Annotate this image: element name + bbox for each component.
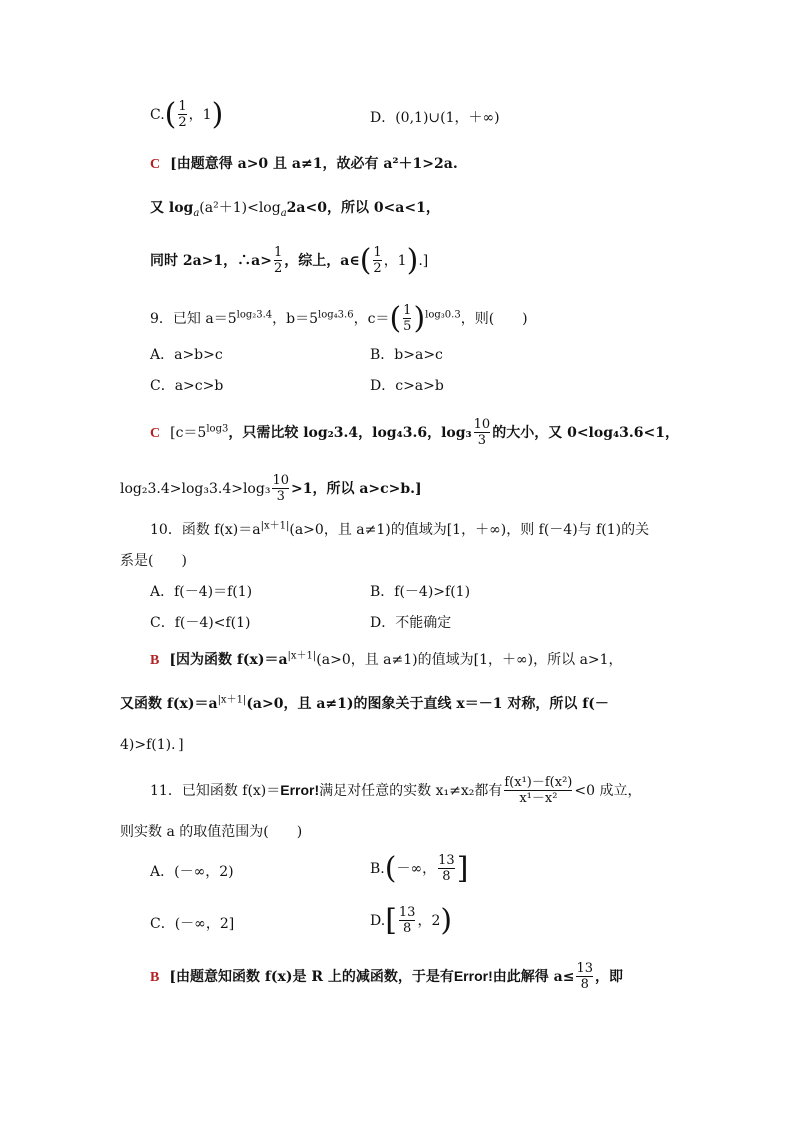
- q9-solution-line2: log₂3.4>log₃3.4>log₃ $\frac{10}{3}$ >1，所以 a>c>b.]: [120, 473, 422, 504]
- q8-answer-letter: C: [150, 157, 161, 172]
- q10-option-b: B．f(－4)>f(1): [370, 584, 471, 600]
- q8-solution-line3: 同时 2a>1，∴a> $\frac{1}{2}$ ，综上，a∈( $\frac{1}{2}$ ，1).]: [150, 243, 429, 278]
- q9-option-c: C．a>c>b: [150, 378, 224, 394]
- q11-solution-line1: B [由题意知函数 f(x)是 R 上的减函数，于是有Error!由此解得 a≤ $\frac{13}{8}$ ，即: [150, 961, 623, 992]
- q8-option-d: D．(0,1)∪(1，＋∞): [370, 110, 500, 126]
- q9-solution-line1: C [$c=5^{log3}$，只需比较 log₂3.4，log₄3.6，log₃ $\frac{10}{3}$ 的大小，又 0<log₄3.6<1，: [150, 417, 679, 448]
- q10-option-a: A．f(－4)＝f(1): [150, 584, 253, 600]
- q10-option-d: D．不能确定: [370, 615, 452, 631]
- q9-stem: 9．已知 $a=5^{log_23.4}$，$b=5^{log_43.6}$，c＝( $\frac{1}{5}$ )$^{log_30.3}$，则( ): [150, 301, 528, 336]
- q8-solution-line1: C [由题意得 a>0 且 a≠1，故必有 a²＋1>2a.: [150, 156, 458, 172]
- q10-solution-line3: 4)>f(1)．]: [120, 737, 184, 753]
- q8-option-c: C.( $\frac{1}{2}$ ，1): [150, 97, 224, 132]
- q11-answer-letter: B: [150, 970, 160, 985]
- q9-option-d: D．c>a>b: [370, 378, 444, 394]
- q11-option-a: A．(－∞，2): [150, 864, 234, 880]
- q11-option-d: D.[ $\frac{13}{8}$ ，2): [370, 903, 453, 938]
- q10-answer-letter: B: [150, 653, 160, 668]
- q9-option-b: B．b>a>c: [370, 347, 443, 363]
- q10-solution-line2: 又函数 $f(x)=a^{|x+1|}(a>0$，且 a≠1)的图象关于直线 x＝－1 对称，所以 f(－: [120, 694, 609, 712]
- q11-stem-line1: 11．已知函数 f(x)＝Error!满足对任意的实数 x₁≠x₂都有 $\frac{\text{f(x¹)－f(x²)}}{\text{x¹－x²}}$ <0 成立，: [150, 775, 642, 806]
- q10-solution-line1: B [因为函数 $f(x)=a^{|x+1|}(a>0$，且 a≠1)的值域为[1，＋∞)，所以 a>1，: [150, 650, 623, 668]
- q9-answer-letter: C: [150, 426, 161, 441]
- q11-option-b: B.(－∞， $\frac{13}{8}$ ]: [370, 851, 469, 886]
- q10-option-c: C．f(－4)<f(1): [150, 615, 251, 631]
- q8-solution-line2: 又 $\log_a(a^2+1)<\log_a2a<0$，所以 0<a<1，: [150, 200, 440, 219]
- q10-stem-line1: 10．函数 $f(x)=a^{|x+1|}(a>0$，且 a≠1)的值域为[1，＋∞)，则 f(－4)与 f(1)的关: [150, 520, 650, 538]
- q10-stem-line2: 系是( ): [120, 553, 187, 569]
- q11-option-c: C．(－∞，2]: [150, 916, 235, 932]
- q9-option-a: A．a>b>c: [150, 347, 223, 363]
- q11-stem-line2: 则实数 a 的取值范围为( ): [120, 824, 303, 840]
